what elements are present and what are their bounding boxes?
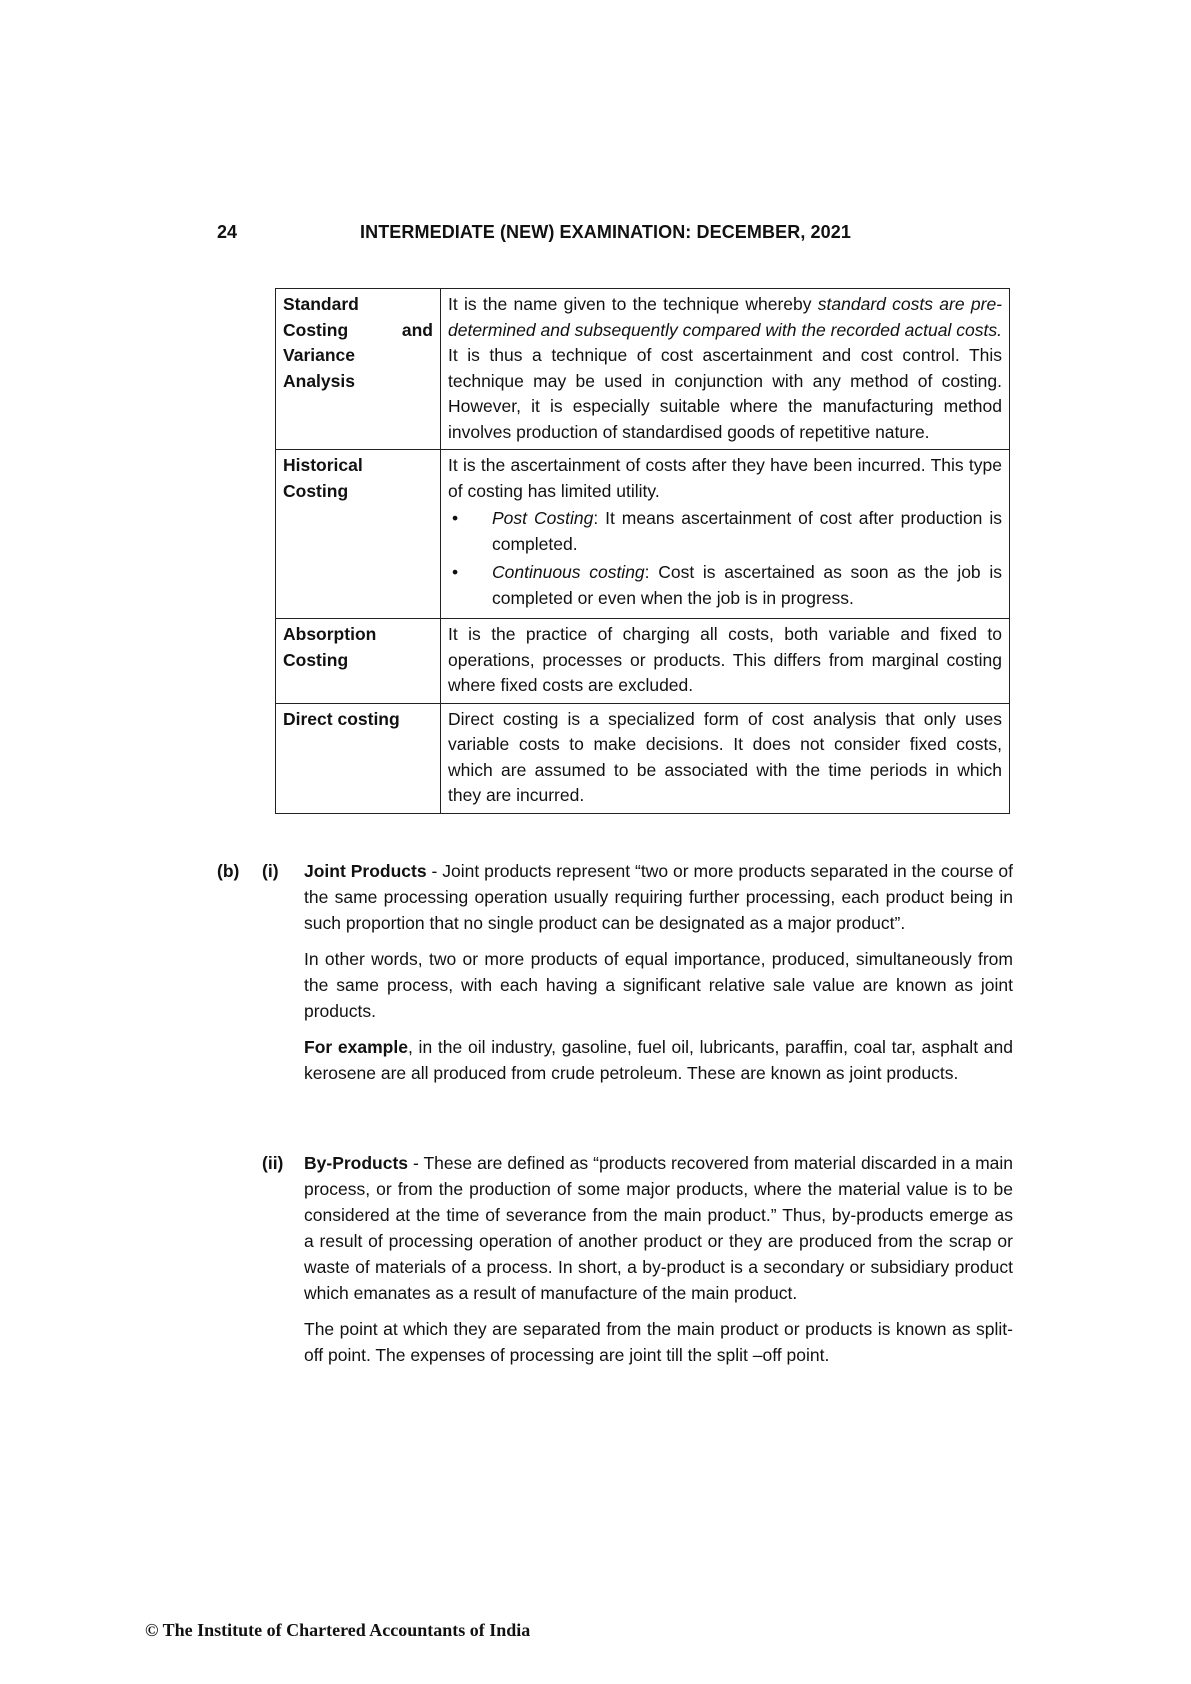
term-text: Costing: [283, 480, 349, 501]
paragraph-text: , in the oil industry, gasoline, fuel oil, lubricants, paraffin, coal tar, asphalt and kerosene are all produced from crude petroleum. These are known as joint products.: [304, 1037, 1013, 1083]
table-row: [276, 703, 1010, 813]
term-text: Costing: [283, 649, 349, 670]
joint-products-body: [304, 858, 1013, 1086]
costing-methods-table: [275, 288, 1010, 814]
bullet-dot-icon: •: [452, 508, 459, 528]
section-label: (b): [217, 861, 240, 881]
term-text: Standard: [283, 294, 359, 314]
paragraph: [304, 1150, 1013, 1306]
term-text: and: [401, 319, 433, 340]
list-item-text: : It means ascertainment of cost after production is completed.: [492, 508, 1002, 554]
term-cell: [276, 450, 441, 619]
paragraph: [304, 858, 1013, 936]
list-item-text: : Cost is ascertained as soon as the job is completed or even when the job is in progress.: [492, 562, 1002, 608]
term-text: Absorption: [283, 624, 377, 644]
term-text: Variance: [283, 345, 355, 365]
term-text-justified: [283, 318, 433, 344]
table-row: [276, 289, 1010, 450]
list-item: [448, 506, 1002, 557]
subsection-label: (i): [262, 861, 279, 881]
description-italic: standard costs are pre-determined and subsequently compared with the recorded actual costs.: [448, 294, 1002, 340]
table-row: [276, 450, 1010, 619]
description-cell: [441, 289, 1010, 450]
paragraph-text: - Joint products represent “two or more products separated in the course of the same processing operation usually requiring further processing, each product being in such proportion that no single product can be designated as a major product”.: [304, 861, 1013, 933]
description-cell: It is the practice of charging all costs, both variable and fixed to operations, processes or products. This differs from marginal costing where fixed costs are excluded.: [441, 619, 1010, 704]
paragraph-heading: By-Products: [304, 1153, 409, 1173]
description-cell: Direct costing is a specialized form of cost analysis that only uses variable costs to make decisions. It does not consider fixed costs, which are assumed to be associated with the time periods in which they are incurred.: [441, 703, 1010, 813]
list-item-term: Continuous costing: [492, 562, 645, 582]
term-cell: Direct costing: [276, 703, 441, 813]
description-text: It is the ascertainment of costs after they have been incurred. This type of costing has limited utility.: [448, 455, 1002, 501]
page-header-title: INTERMEDIATE (NEW) EXAMINATION: DECEMBER, 2021: [360, 222, 851, 242]
page-number: 24: [217, 222, 238, 242]
bullet-list: [448, 506, 1002, 611]
paragraph-text: - These are defined as “products recovered from material discarded in a main process, or from the production of some major products, where the material value is to be considered at the time of severance from the main product.” Thus, by-products emerge as a result of processing operation of another product or they are produced from the scrap or waste of materials of a process. In short, a by-product is a secondary or subsidiary product which emanates as a result of manufacture of the main product.: [304, 1153, 1013, 1303]
section-b-joint-products: [217, 858, 1017, 1096]
description-text: It is the name given to the technique whereby: [448, 294, 818, 314]
table-row: [276, 619, 1010, 704]
by-products-body: [304, 1150, 1013, 1368]
term-text: Historical: [283, 455, 363, 475]
term-text: Costing: [283, 319, 349, 340]
list-item-term: Post Costing: [492, 508, 594, 528]
paragraph-heading: For example: [304, 1037, 408, 1057]
paragraph-heading: Joint Products: [304, 861, 427, 881]
bullet-dot-icon: •: [452, 562, 459, 582]
list-item: [448, 560, 1002, 611]
paragraph: In other words, two or more products of equal importance, produced, simultaneously from the same process, with each having a significant relative sale value are known as joint products.: [304, 949, 1013, 1021]
term-cell: [276, 619, 441, 704]
paragraph: The point at which they are separated from the main product or products is known as split-off point. The expenses of processing are joint till the split –off point.: [304, 1319, 1013, 1365]
description-cell: [441, 450, 1010, 619]
subsection-label: (ii): [262, 1153, 284, 1173]
copyright-footer: © The Institute of Chartered Accountants of India: [145, 1620, 531, 1640]
paragraph: [304, 1034, 1013, 1086]
term-cell: [276, 289, 441, 450]
description-text: It is thus a technique of cost ascertainment and cost control. This technique may be used in conjunction with any method of costing. However, it is especially suitable where the manufacturing method involves production of standardised goods of repetitive nature.: [448, 345, 1002, 442]
term-text: Analysis: [283, 370, 355, 391]
section-by-products: [217, 1150, 1017, 1378]
